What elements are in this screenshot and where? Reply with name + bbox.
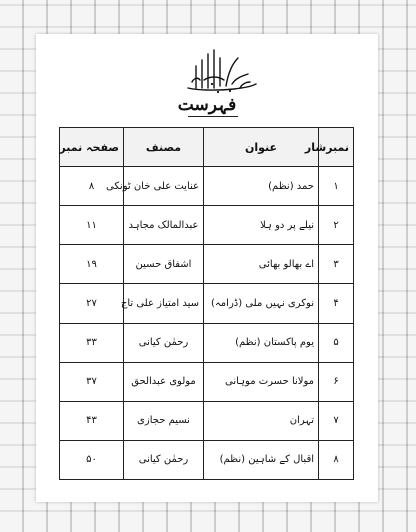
row-page: ۳۷ bbox=[60, 362, 124, 401]
row-author: اشفاق حسین bbox=[124, 245, 204, 284]
table-header-row bbox=[60, 128, 354, 167]
row-page: ۴۳ bbox=[60, 401, 124, 440]
row-serial: ۲ bbox=[319, 206, 354, 245]
row-page: ۱۹ bbox=[60, 245, 124, 284]
table-row[interactable] bbox=[60, 245, 354, 284]
row-title[interactable]: تہران bbox=[204, 401, 319, 440]
book-page bbox=[36, 34, 378, 502]
row-title[interactable]: نیلے پر دو ہلا bbox=[204, 206, 319, 245]
row-author: مولوی عبدالحق bbox=[124, 362, 204, 401]
table-row[interactable] bbox=[60, 323, 354, 362]
bismillah-calligraphy bbox=[184, 44, 260, 96]
row-serial: ۱ bbox=[319, 167, 354, 206]
table-row[interactable] bbox=[60, 440, 354, 479]
header-serial: نمبرشار bbox=[319, 128, 354, 167]
row-serial: ۵ bbox=[319, 323, 354, 362]
row-title[interactable]: حمد (نظم) bbox=[204, 167, 319, 206]
row-author: رحمٰن کیانی bbox=[124, 440, 204, 479]
contents-table bbox=[59, 127, 354, 480]
table-row[interactable] bbox=[60, 167, 354, 206]
row-serial: ۶ bbox=[319, 362, 354, 401]
row-author: سید امتیاز علی تاج bbox=[124, 284, 204, 323]
heading-underline bbox=[188, 116, 238, 117]
header-page: صفحہ نمبر bbox=[60, 128, 124, 167]
table-row[interactable] bbox=[60, 206, 354, 245]
table-row[interactable] bbox=[60, 401, 354, 440]
row-page: ۵۰ bbox=[60, 440, 124, 479]
table-row[interactable] bbox=[60, 284, 354, 323]
row-title[interactable]: اے بھالو بھائی bbox=[204, 245, 319, 284]
row-serial: ۸ bbox=[319, 440, 354, 479]
row-page: ۸ bbox=[60, 167, 124, 206]
row-author: نسیم حجازی bbox=[124, 401, 204, 440]
row-title[interactable]: مولانا حسرت موہانی bbox=[204, 362, 319, 401]
row-page: ۱۱ bbox=[60, 206, 124, 245]
row-title[interactable]: یوم پاکستان (نظم) bbox=[204, 323, 319, 362]
row-page: ۳۳ bbox=[60, 323, 124, 362]
row-title[interactable]: نوکری نہیں ملی (ڈرامہ) bbox=[204, 284, 319, 323]
row-page: ۲۷ bbox=[60, 284, 124, 323]
row-author: عبدالمالک مجاہد bbox=[124, 206, 204, 245]
row-author: عنایت علی خان ٹونکی bbox=[124, 167, 204, 206]
row-author: رحمٰن کیانی bbox=[124, 323, 204, 362]
header-title: عنوان bbox=[204, 128, 319, 167]
row-title[interactable]: اقبال کے شاہین (نظم) bbox=[204, 440, 319, 479]
row-serial: ۷ bbox=[319, 401, 354, 440]
page-heading: فہرست bbox=[177, 95, 237, 115]
row-serial: ۳ bbox=[319, 245, 354, 284]
table-row[interactable] bbox=[60, 362, 354, 401]
row-serial: ۴ bbox=[319, 284, 354, 323]
header-author: مصنف bbox=[124, 128, 204, 167]
